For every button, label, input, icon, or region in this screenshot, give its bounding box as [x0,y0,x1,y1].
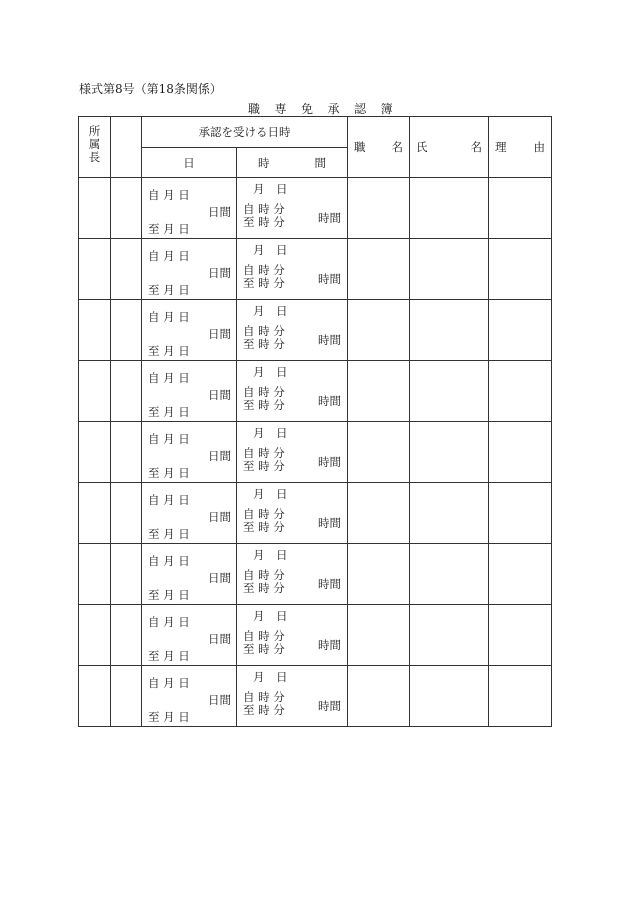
hour-count-label: 時間 [318,516,341,530]
to-date-label: 至 月 日 [148,466,190,480]
seal-cell[interactable] [111,605,142,666]
name-cell[interactable] [410,422,489,483]
seal-cell[interactable] [111,483,142,544]
days-cell[interactable] [142,300,237,361]
month-day-label: 月 日 [253,609,288,623]
month-day-label: 月 日 [253,670,288,684]
from-date-label: 自 月 日 [148,554,190,568]
header-days [142,148,237,178]
authority-cell[interactable] [79,483,111,544]
header-position-right: 名 [391,140,403,154]
hour-count-label: 時間 [318,699,341,713]
from-time-label: 自 時 分 [243,324,285,338]
month-day-label: 月 日 [253,304,288,318]
authority-cell[interactable] [79,605,111,666]
hours-cell[interactable] [237,483,348,544]
days-cell[interactable] [142,483,237,544]
title-char: 簿 [380,102,393,116]
header-hours-right: 間 [314,155,326,170]
authority-cell[interactable] [79,300,111,361]
from-time-label: 自 時 分 [243,690,285,704]
month-day-label: 月 日 [253,365,288,379]
hours-cell[interactable] [237,178,348,239]
from-date-label: 自 月 日 [148,249,190,263]
day-count-label: 日間 [208,266,231,280]
reason-cell[interactable] [489,239,552,300]
month-day-label: 月 日 [253,243,288,257]
position-cell[interactable] [348,178,410,239]
header-days-label: 日 [183,155,195,170]
to-date-label: 至 月 日 [148,527,190,541]
month-day-label: 月 日 [253,426,288,440]
to-date-label: 至 月 日 [148,222,190,236]
from-date-label: 自 月 日 [148,493,190,507]
to-time-label: 至 時 分 [243,276,285,290]
day-count-label: 日間 [208,632,231,646]
reason-cell[interactable] [489,483,552,544]
header-authority-label [79,125,110,164]
day-count-label: 日間 [208,205,231,219]
month-day-label: 月 日 [253,548,288,562]
days-cell[interactable] [142,422,237,483]
table-row [79,300,552,361]
header-seal [111,117,142,178]
days-cell[interactable] [142,361,237,422]
table-row [79,544,552,605]
authority-cell[interactable] [79,239,111,300]
days-cell[interactable] [142,239,237,300]
to-date-label: 至 月 日 [148,405,190,419]
reason-cell[interactable] [489,666,552,727]
from-date-label: 自 月 日 [148,188,190,202]
authority-char-2: 属 [88,137,101,151]
header-hours-left: 時 [258,155,270,170]
day-count-label: 日間 [208,449,231,463]
to-date-label: 至 月 日 [148,344,190,358]
seal-cell[interactable] [111,300,142,361]
title-char: 承 [327,102,340,116]
authority-cell[interactable] [79,361,111,422]
header-reason [489,117,552,178]
hour-count-label: 時間 [318,333,341,347]
authority-cell[interactable] [79,544,111,605]
ledger-table [78,116,552,727]
to-time-label: 至 時 分 [243,703,285,717]
position-cell[interactable] [348,544,410,605]
hours-cell[interactable] [237,544,348,605]
title-char: 職 [248,102,261,116]
days-cell[interactable] [142,544,237,605]
hours-cell[interactable] [237,300,348,361]
reason-cell[interactable] [489,300,552,361]
hour-count-label: 時間 [318,211,341,225]
position-cell[interactable] [348,422,410,483]
month-day-label: 月 日 [253,182,288,196]
reason-cell[interactable] [489,178,552,239]
day-count-label: 日間 [208,571,231,585]
header-authority [79,117,111,178]
days-cell[interactable] [142,178,237,239]
day-count-label: 日間 [208,693,231,707]
from-time-label: 自 時 分 [243,202,285,216]
title-char: 認 [354,102,367,116]
from-time-label: 自 時 分 [243,568,285,582]
header-name-right: 名 [470,140,482,154]
table-row [79,178,552,239]
to-time-label: 至 時 分 [243,215,285,229]
seal-cell[interactable] [111,239,142,300]
table-row [79,666,552,727]
name-cell[interactable] [410,666,489,727]
header-reason-left: 理 [495,140,507,154]
seal-cell[interactable] [111,544,142,605]
table-row [79,361,552,422]
from-time-label: 自 時 分 [243,507,285,521]
authority-cell[interactable] [79,178,111,239]
to-date-label: 至 月 日 [148,649,190,663]
from-date-label: 自 月 日 [148,432,190,446]
from-time-label: 自 時 分 [243,263,285,277]
reason-cell[interactable] [489,422,552,483]
authority-cell[interactable] [79,666,111,727]
hours-cell[interactable] [237,666,348,727]
header-hours [237,148,348,178]
hours-cell[interactable] [237,361,348,422]
to-date-label: 至 月 日 [148,283,190,297]
seal-cell[interactable] [111,666,142,727]
header-name-left: 氏 [416,140,428,154]
name-cell[interactable] [410,239,489,300]
from-time-label: 自 時 分 [243,385,285,399]
to-date-label: 至 月 日 [148,710,190,724]
hours-cell[interactable] [237,422,348,483]
hour-count-label: 時間 [318,272,341,286]
hours-cell[interactable] [237,605,348,666]
to-date-label: 至 月 日 [148,588,190,602]
from-date-label: 自 月 日 [148,615,190,629]
header-reason-right: 由 [533,140,545,154]
reason-cell[interactable] [489,544,552,605]
hour-count-label: 時間 [318,638,341,652]
authority-char-1: 所 [88,124,101,138]
day-count-label: 日間 [208,510,231,524]
name-cell[interactable] [410,361,489,422]
seal-cell[interactable] [111,422,142,483]
hour-count-label: 時間 [318,455,341,469]
position-cell[interactable] [348,483,410,544]
name-cell[interactable] [410,178,489,239]
name-cell[interactable] [410,544,489,605]
authority-char-3: 長 [88,150,101,164]
day-count-label: 日間 [208,327,231,341]
position-cell[interactable] [348,605,410,666]
from-time-label: 自 時 分 [243,446,285,460]
title-char: 専 [274,102,287,116]
to-time-label: 至 時 分 [243,520,285,534]
position-cell[interactable] [348,361,410,422]
from-date-label: 自 月 日 [148,310,190,324]
title-char: 免 [301,102,314,116]
name-cell[interactable] [410,605,489,666]
authority-cell[interactable] [79,422,111,483]
header-position-left: 職 [354,140,366,154]
document-title [248,100,407,117]
seal-cell[interactable] [111,178,142,239]
table-row [79,239,552,300]
header-approval-datetime: 承認を受ける日時 [142,117,348,148]
form-number: 様式第8号（第18条関係） [79,82,222,96]
month-day-label: 月 日 [253,487,288,501]
table-row [79,605,552,666]
to-time-label: 至 時 分 [243,642,285,656]
position-cell[interactable] [348,300,410,361]
from-date-label: 自 月 日 [148,676,190,690]
hours-cell[interactable] [237,239,348,300]
name-cell[interactable] [410,300,489,361]
position-cell[interactable] [348,666,410,727]
to-time-label: 至 時 分 [243,581,285,595]
day-count-label: 日間 [208,388,231,402]
hour-count-label: 時間 [318,577,341,591]
reason-cell[interactable] [489,605,552,666]
to-time-label: 至 時 分 [243,459,285,473]
from-time-label: 自 時 分 [243,629,285,643]
header-name [410,117,489,178]
to-time-label: 至 時 分 [243,337,285,351]
seal-cell[interactable] [111,361,142,422]
days-cell[interactable] [142,605,237,666]
reason-cell[interactable] [489,361,552,422]
table-row [79,422,552,483]
from-date-label: 自 月 日 [148,371,190,385]
to-time-label: 至 時 分 [243,398,285,412]
table-row [79,483,552,544]
position-cell[interactable] [348,239,410,300]
name-cell[interactable] [410,483,489,544]
hour-count-label: 時間 [318,394,341,408]
header-position [348,117,410,178]
days-cell[interactable] [142,666,237,727]
